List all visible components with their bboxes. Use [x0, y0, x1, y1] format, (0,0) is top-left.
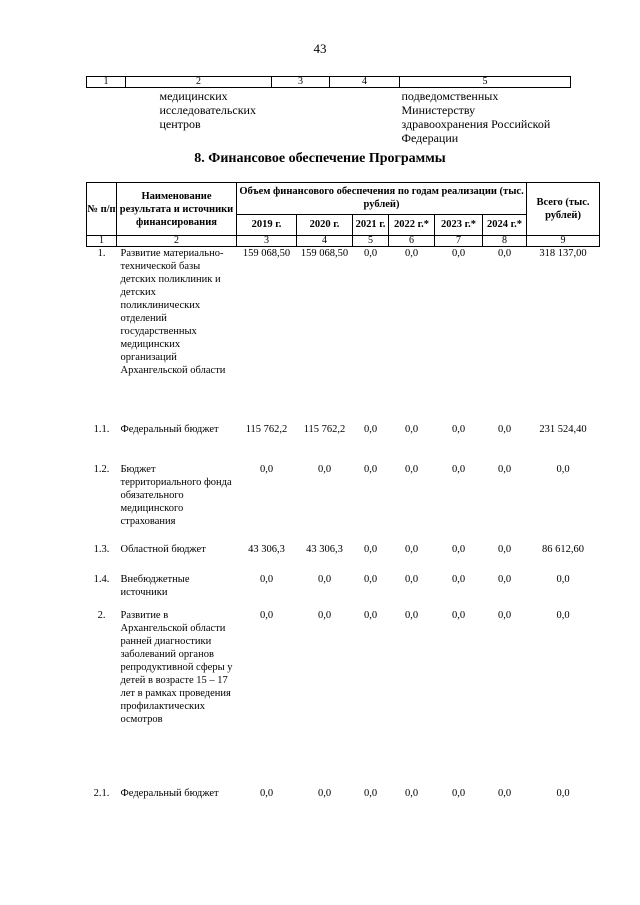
col-num-cell: 3	[272, 77, 330, 88]
row-num: 1.1.	[93, 424, 110, 435]
value-cell: 115 762,2	[303, 424, 346, 435]
value-cell: 0,0	[497, 610, 512, 621]
col-num-cell: 7	[435, 236, 483, 247]
value-cell: 0,0	[404, 574, 419, 585]
year-2023: 2023 г.*	[435, 214, 483, 235]
value-cell: 0,0	[497, 424, 512, 435]
row-name: Внебюджетные источники	[120, 574, 190, 598]
row-num: 2.1.	[93, 788, 110, 799]
value-cell: 0,0	[363, 464, 378, 475]
value-cell: 43 306,3	[306, 544, 343, 555]
col-num-cell: 5	[400, 77, 571, 88]
value-cell: 0,0	[404, 544, 419, 555]
value-cell: 0,0	[451, 610, 466, 621]
total-cell: 231 524,40	[539, 424, 587, 435]
value-cell: 0,0	[363, 610, 378, 621]
header-volume: Объем финансового обеспечения по годам реализации (тыс. рублей)	[237, 183, 527, 215]
value-cell: 0,0	[451, 464, 466, 475]
value-cell: 0,0	[317, 574, 332, 585]
header-row	[87, 183, 600, 215]
row-num: 1.4.	[93, 574, 110, 585]
value-cell: 159 068,50	[242, 248, 291, 259]
col-num-cell: 4	[330, 77, 400, 88]
year-2019: 2019 г.	[237, 214, 297, 235]
column-number-row	[87, 236, 600, 247]
table-row	[87, 609, 600, 787]
value-cell: 0,0	[451, 424, 466, 435]
row-name: Бюджет территориального фонда обязательного медицинского страхования	[120, 464, 232, 527]
value-cell: 0,0	[404, 464, 419, 475]
col-num-cell: 2	[117, 236, 237, 247]
table-row	[87, 423, 600, 463]
row-name: Областной бюджет	[120, 544, 206, 555]
table-row	[87, 247, 600, 424]
value-cell: 0,0	[363, 574, 378, 585]
continued-table	[86, 76, 571, 145]
total-cell: 0,0	[556, 574, 570, 585]
value-cell: 0,0	[404, 610, 419, 621]
year-2021: 2021 г.	[353, 214, 389, 235]
value-cell: 0,0	[259, 464, 274, 475]
row-num: 1.	[97, 248, 106, 259]
year-2022: 2022 г.*	[389, 214, 435, 235]
total-cell: 0,0	[556, 464, 570, 475]
value-cell: 0,0	[363, 248, 378, 259]
value-cell: 0,0	[317, 464, 332, 475]
header-num: № п/п	[87, 183, 117, 236]
value-cell: 0,0	[497, 544, 512, 555]
value-cell: 0,0	[451, 574, 466, 585]
value-cell: 0,0	[451, 544, 466, 555]
value-cell: 43 306,3	[248, 544, 285, 555]
row-name: Развитие в Архангельской области ранней диагностики заболеваний органов репродуктивной сферы у детей в возрасте 15 – 17 лет в рамках проведения профилактических осмотров	[120, 610, 233, 725]
value-cell: 0,0	[497, 788, 512, 799]
row-num: 2.	[97, 610, 106, 621]
value-cell: 0,0	[451, 788, 466, 799]
header-name: Наименование результата и источники финансирования	[117, 183, 237, 236]
value-cell: 0,0	[363, 788, 378, 799]
value-cell: 0,0	[497, 464, 512, 475]
value-cell: 0,0	[259, 610, 274, 621]
continued-name-text: медицинских исследовательских центров	[159, 89, 256, 131]
total-cell: 0,0	[556, 788, 570, 799]
col-num-cell: 5	[353, 236, 389, 247]
value-cell: 159 068,50	[300, 248, 349, 259]
total-cell: 86 612,60	[542, 544, 585, 555]
row-num: 1.2.	[93, 464, 110, 475]
value-cell: 0,0	[259, 788, 274, 799]
financing-table	[86, 182, 600, 817]
table-row	[87, 463, 600, 543]
table-row	[87, 787, 600, 817]
table-row	[87, 543, 600, 573]
total-cell: 318 137,00	[539, 248, 587, 259]
col-num-cell: 4	[297, 236, 353, 247]
value-cell: 0,0	[497, 574, 512, 585]
col-num-cell: 1	[87, 77, 126, 88]
continued-row	[87, 88, 571, 146]
value-cell: 0,0	[404, 248, 419, 259]
value-cell: 0,0	[404, 424, 419, 435]
table-row	[87, 573, 600, 609]
row-name: Федеральный бюджет	[120, 788, 219, 799]
value-cell: 0,0	[497, 248, 512, 259]
row-name: Развитие материально-технической базы детских поликлиник и детских поликлинических отделений государственных медицинских организаций Архангельской области	[120, 248, 226, 376]
value-cell: 0,0	[259, 574, 274, 585]
section-title: 8. Финансовое обеспечение Программы	[194, 151, 446, 166]
value-cell: 0,0	[317, 610, 332, 621]
col-num-cell: 9	[527, 236, 600, 247]
col-num-cell: 8	[483, 236, 527, 247]
value-cell: 0,0	[451, 248, 466, 259]
continued-responsible-text: подведомственных Министерству здравоохранения Российской Федерации	[401, 89, 551, 145]
col-num-cell: 2	[126, 77, 272, 88]
year-2024: 2024 г.*	[483, 214, 527, 235]
col-num-cell: 3	[237, 236, 297, 247]
col-num-cell: 1	[87, 236, 117, 247]
value-cell: 115 762,2	[245, 424, 288, 435]
year-2020: 2020 г.	[297, 214, 353, 235]
row-name: Федеральный бюджет	[120, 424, 219, 435]
value-cell: 0,0	[363, 544, 378, 555]
row-num: 1.3.	[93, 544, 110, 555]
column-number-row	[87, 77, 571, 88]
total-cell: 0,0	[556, 610, 570, 621]
value-cell: 0,0	[317, 788, 332, 799]
header-total: Всего (тыс. рублей)	[527, 183, 600, 236]
page-number: 43	[313, 41, 327, 56]
value-cell: 0,0	[363, 424, 378, 435]
value-cell: 0,0	[404, 788, 419, 799]
col-num-cell: 6	[389, 236, 435, 247]
